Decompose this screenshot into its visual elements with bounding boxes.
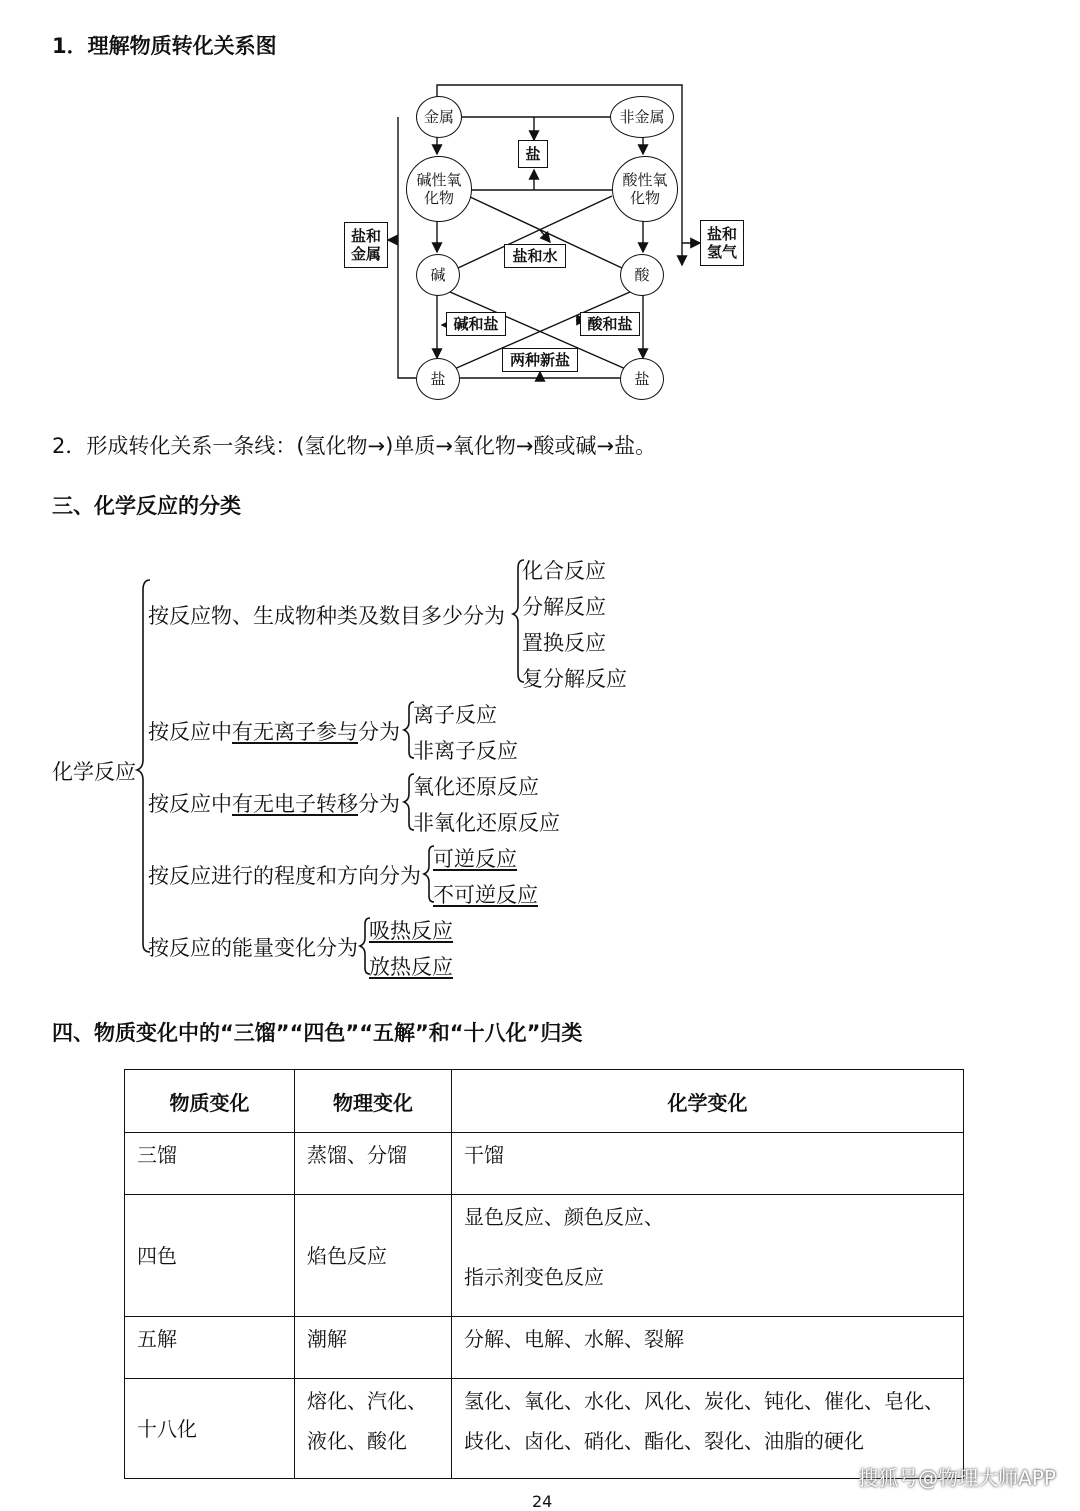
table-cell-name: 四色	[125, 1195, 295, 1317]
classification-table	[124, 1069, 964, 1479]
box-salt-and-metal: 盐和 金属	[344, 222, 388, 268]
table-header-row	[125, 1070, 964, 1133]
table-cell-chemical: 分解、电解、水解、裂解	[452, 1317, 964, 1379]
table-cell-chemical: 干馏	[452, 1133, 964, 1195]
section-2-text: 2．形成转化关系一条线：(氢化物→)单质→氧化物→酸或碱→盐。	[52, 434, 657, 458]
table-cell-physical: 熔化、汽化、 液化、酸化	[295, 1379, 452, 1479]
box-two-new-salts: 两种新盐	[502, 348, 578, 372]
classification-root: 化学反应	[52, 760, 136, 784]
table-header-cell: 物理变化	[295, 1070, 452, 1133]
table-cell-name: 五解	[125, 1317, 295, 1379]
branch-1-item-2: 分解反应	[522, 595, 606, 619]
section-4-heading: 四、物质变化中的“三馏”“四色”“五解”和“十八化”归类	[52, 1021, 583, 1045]
box-salt-and-hydrogen: 盐和 氢气	[700, 220, 744, 266]
table-cell-chemical: 显色反应、颜色反应、 指示剂变色反应	[452, 1195, 964, 1317]
branch-5-item-1: 吸热反应	[369, 919, 453, 943]
table-header-cell: 物质变化	[125, 1070, 295, 1133]
node-salt-left: 盐	[416, 358, 460, 400]
box-base-and-salt: 碱和盐	[446, 312, 506, 336]
branch-3-item-1: 氧化还原反应	[413, 775, 539, 799]
table-header-cell: 化学变化	[452, 1070, 964, 1133]
watermark: 搜狐号@物理大师APP	[858, 1466, 1056, 1490]
node-metal: 金属	[416, 96, 462, 138]
page-number: 24	[532, 1492, 553, 1511]
table-cell-name: 十八化	[125, 1379, 295, 1479]
branch-5-label: 按反应的能量变化分为	[148, 936, 358, 960]
box-salt-and-water: 盐和水	[504, 244, 566, 268]
branch-1-item-4: 复分解反应	[522, 667, 627, 691]
node-base: 碱	[416, 254, 460, 296]
table-cell-physical: 蒸馏、分馏	[295, 1133, 452, 1195]
branch-1-item-1: 化合反应	[522, 559, 606, 583]
section-3-heading: 三、化学反应的分类	[52, 494, 241, 518]
branch-4-label: 按反应进行的程度和方向分为	[148, 864, 421, 888]
branch-2-item-1: 离子反应	[413, 703, 497, 727]
node-acidic-oxide: 酸性氧 化物	[612, 156, 678, 222]
branch-1-item-3: 置换反应	[522, 631, 606, 655]
table-cell-chemical: 氢化、氧化、水化、风化、炭化、钝化、催化、皂化、 歧化、卤化、硝化、酯化、裂化、油脂的硬化	[452, 1379, 964, 1479]
branch-4-item-1: 可逆反应	[433, 847, 517, 871]
branch-3-item-2: 非氧化还原反应	[413, 811, 560, 835]
node-salt-right: 盐	[620, 358, 664, 400]
node-nonmetal: 非金属	[610, 96, 674, 138]
branch-2-label: 按反应中有无离子参与分为	[148, 720, 400, 744]
table-row	[125, 1195, 964, 1317]
branch-2-item-2: 非离子反应	[413, 739, 518, 763]
branch-3-label: 按反应中有无电子转移分为	[148, 792, 400, 816]
box-salt-top: 盐	[518, 140, 548, 168]
branch-5-item-2: 放热反应	[369, 955, 453, 979]
node-basic-oxide: 碱性氧 化物	[406, 156, 472, 222]
table-cell-name: 三馏	[125, 1133, 295, 1195]
box-acid-and-salt: 酸和盐	[580, 312, 640, 336]
branch-1-label: 按反应物、生成物种类及数目多少分为	[148, 604, 505, 628]
node-acid: 酸	[620, 254, 664, 296]
table-cell-physical: 焰色反应	[295, 1195, 452, 1317]
table-row	[125, 1317, 964, 1379]
table-cell-physical: 潮解	[295, 1317, 452, 1379]
branch-4-item-2: 不可逆反应	[433, 883, 538, 907]
table-row	[125, 1133, 964, 1195]
section-1-heading: 1．理解物质转化关系图	[52, 34, 277, 58]
table-row	[125, 1379, 964, 1479]
